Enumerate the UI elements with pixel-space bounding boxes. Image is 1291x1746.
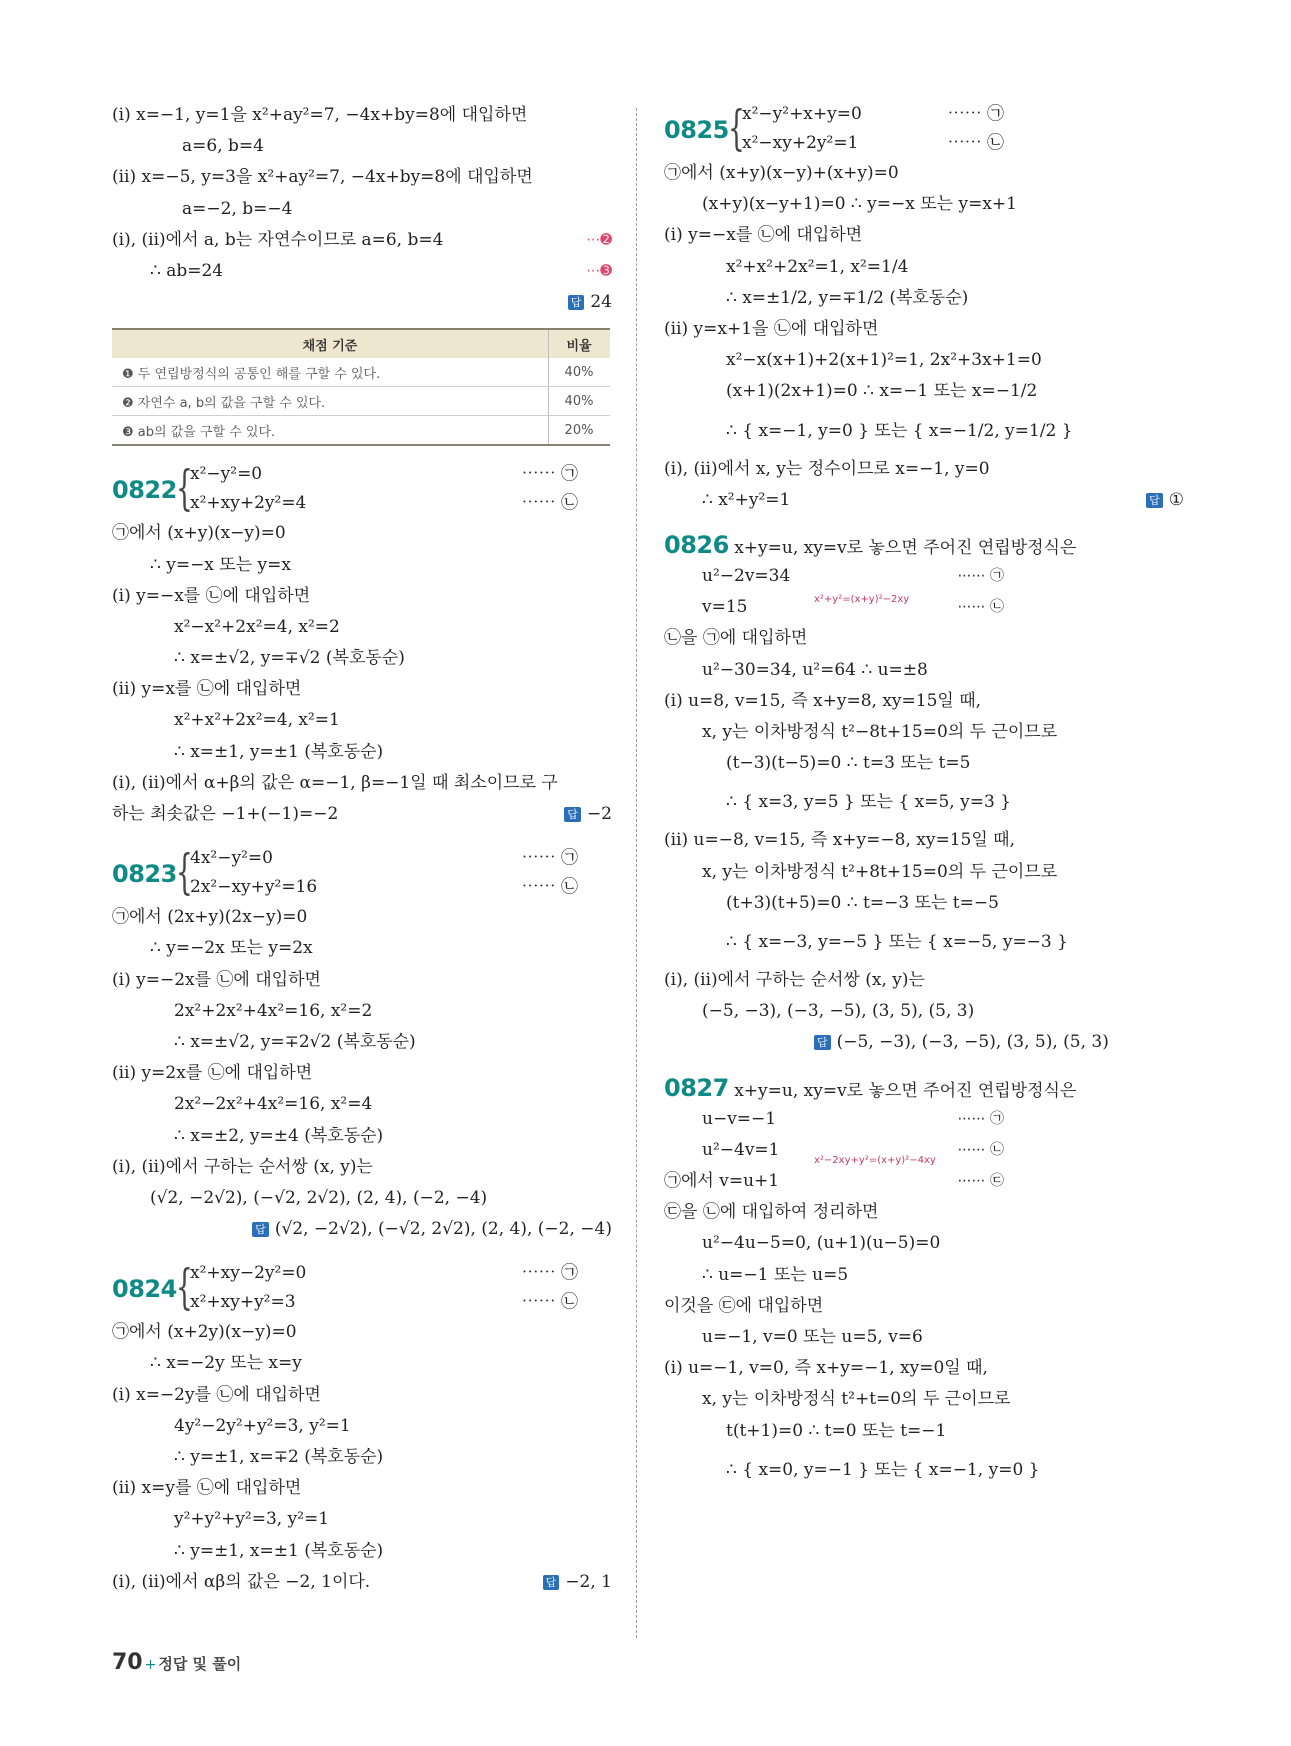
solution-line: 2x²−2x²+4x²=16, x²=4: [174, 1094, 373, 1115]
table-cell: 20%: [549, 416, 611, 446]
left-column: [112, 100, 612, 1598]
equation: 4x²−y²=0: [190, 848, 273, 869]
equation-tag: ⋯⋯ ㉡: [521, 493, 578, 514]
equation: x²+xy+2y²=4: [190, 493, 307, 514]
solution-line: ㉠에서 (x+y)(x−y)+(x+y)=0: [664, 163, 899, 183]
table-cell: ❷ 자연수 a, b의 값을 구할 수 있다.: [112, 387, 549, 416]
solution-line: ∴ x²+y²=1 답 ①: [702, 489, 1184, 510]
equation-tag: ⋯⋯ ㉠: [521, 1263, 578, 1284]
section-title: 정답 및 풀이: [158, 1655, 242, 1673]
solution-line: ∴ { x=−1, y=0 } 또는 { x=−1/2, y=1/2 }: [726, 420, 1073, 441]
solution-line: ∴ y=±1, x=∓2 (복호동순): [174, 1447, 384, 1467]
solution-line: (ⅱ) x=−5, y=3을 x²+ay²=7, −4x+by=8에 대입하면: [112, 167, 533, 188]
answer-icon: 답: [564, 807, 581, 822]
solution-line: ㉠에서 (x+y)(x−y)=0: [112, 523, 286, 544]
step-marker: ⋯➋: [586, 231, 612, 248]
problem-number: 0826: [664, 530, 729, 559]
solution-line: x, y는 이차방정식 t²−8t+15=0의 두 근이므로: [702, 722, 1058, 742]
step-marker: ⋯➌: [586, 262, 612, 279]
right-column: [664, 100, 1184, 1493]
solution-line: (ⅰ) x=−2y를 ㉡에 대입하면: [112, 1384, 321, 1405]
solution-line: x²−x(x+1)+2(x+1)²=1, 2x²+3x+1=0: [726, 350, 1042, 371]
problem-header-0823: [112, 844, 612, 902]
equation-tag: ⋯⋯ ㉡: [521, 1292, 578, 1313]
solution-line: (x+1)(2x+1)=0 ∴ x=−1 또는 x=−1/2: [726, 381, 1038, 402]
problem-header-0827: [664, 1073, 1184, 1104]
answer-icon: 답: [1146, 493, 1163, 508]
solution-line: (ⅰ), (ⅱ)에서 구하는 순서쌍 (x, y)는: [664, 969, 925, 990]
table-header: 채점 기준: [112, 329, 549, 358]
system-line: u²−4v=1 x²−2xy+y²=(x+y)²−4xy ⋯⋯ ㉡: [664, 1135, 1184, 1166]
solution-line: (ⅱ) y=x를 ㉡에 대입하면: [112, 679, 302, 700]
solution-line: a=−2, b=−4: [182, 198, 293, 219]
solution-line: 하는 최솟값은 −1+(−1)=−2 답 −2: [112, 804, 612, 824]
equation-tag: ⋯⋯ ㉠: [521, 464, 578, 485]
problem-header-0825: [664, 100, 1184, 158]
solution-line: 4y²−2y²+y²=3, y²=1: [174, 1415, 351, 1436]
system-line: u²−2v=34 ⋯⋯ ㉠: [702, 566, 1004, 587]
solution-line: x, y는 이차방정식 t²+8t+15=0의 두 근이므로: [702, 861, 1058, 882]
page-number: 70: [112, 1650, 143, 1675]
table-cell: 40%: [549, 358, 611, 387]
plus-icon: +: [144, 1657, 157, 1673]
system-line: v=15 x²+y²=(x+y)²−2xy ⋯⋯ ㉡: [664, 592, 1184, 623]
problem-header-0826: [664, 530, 1184, 561]
answer-icon: 답: [543, 1575, 560, 1590]
solution-line: ∴ { x=0, y=−1 } 또는 { x=−1, y=0 }: [726, 1459, 1040, 1480]
solution-line: ㉠에서 v=u+1 ⋯⋯ ㉢: [664, 1171, 1004, 1192]
equation: x²−y²+x+y=0: [742, 104, 862, 124]
equation-tag: ⋯⋯ ㉡: [521, 877, 578, 898]
solution-line: ㉡을 ㉠에 대입하면: [664, 628, 808, 649]
solution-line: x²−x²+2x²=4, x²=2: [174, 616, 340, 637]
solution-line: (x+y)(x−y+1)=0 ∴ y=−x 또는 y=x+1: [702, 194, 1017, 215]
solution-line: t(t+1)=0 ∴ t=0 또는 t=−1: [726, 1420, 947, 1441]
problem-number: 0824: [112, 1275, 177, 1304]
solution-line: ∴ y=−2x 또는 y=2x: [150, 938, 313, 959]
equation: x²+xy+y²=3: [190, 1292, 296, 1313]
problem-number: 0827: [664, 1073, 729, 1102]
equation: x²−y²=0: [190, 464, 263, 485]
answer-value: −2: [586, 804, 612, 824]
answer-icon: 답: [252, 1222, 269, 1237]
solution-line: x, y는 이차방정식 t²+t=0의 두 근이므로: [702, 1389, 1011, 1410]
solution-line: (ⅱ) y=2x를 ㉡에 대입하면: [112, 1063, 313, 1084]
solution-line: (ⅰ), (ⅱ)에서 α+β의 값은 α=−1, β=−1일 때 최소이므로 구: [112, 772, 558, 793]
solution-line: y²+y²+y²=3, y²=1: [174, 1509, 330, 1530]
solution-line: ∴ x=±1, y=±1 (복호동순): [174, 741, 384, 762]
margin-note: x²+y²=(x+y)²−2xy: [814, 594, 910, 606]
solution-line: ∴ x=±1/2, y=∓1/2 (복호동순): [726, 287, 969, 308]
table-cell: 40%: [549, 387, 611, 416]
solution-line: ㉠에서 (x+2y)(x−y)=0: [112, 1322, 297, 1343]
table-cell: ❶ 두 연립방정식의 공통인 해를 구할 수 있다.: [112, 358, 549, 387]
brace-icon: {: [176, 1259, 193, 1316]
solution-line: (ⅰ), (ⅱ)에서 구하는 순서쌍 (x, y)는: [112, 1156, 373, 1177]
solution-line: (ⅱ) x=y를 ㉡에 대입하면: [112, 1478, 302, 1499]
solution-line: ∴ { x=−3, y=−5 } 또는 { x=−5, y=−3 }: [726, 931, 1068, 952]
brace-icon: {: [176, 844, 193, 901]
answer-line: 답 24: [112, 287, 612, 318]
solution-line: a=6, b=4: [182, 136, 264, 157]
solution-line: ㉠에서 (2x+y)(2x−y)=0: [112, 907, 308, 928]
equation-tag: ⋯⋯ ㉡: [947, 133, 1004, 153]
table-cell: ❸ ab의 값을 구할 수 있다.: [112, 416, 549, 446]
equation: x²−xy+2y²=1: [742, 133, 859, 153]
equation-tag: ⋯⋯ ㉠: [947, 104, 1004, 124]
solution-line: ㉢을 ㉡에 대입하여 정리하면: [664, 1202, 879, 1223]
brace-icon: {: [728, 100, 745, 156]
problem-number: 0822: [112, 476, 177, 505]
solution-line: u²−30=34, u²=64 ∴ u=±8: [702, 659, 928, 680]
table-header: 비율: [549, 329, 611, 358]
solution-line: x²+x²+2x²=1, x²=1/4: [726, 256, 909, 277]
solution-line: (t−3)(t−5)=0 ∴ t=3 또는 t=5: [726, 753, 971, 774]
solution-line: ∴ x=±2, y=±4 (복호동순): [174, 1125, 384, 1146]
scoring-table: [112, 328, 610, 446]
solution-line: ∴ u=−1 또는 u=5: [702, 1264, 849, 1285]
margin-note: x²−2xy+y²=(x+y)²−4xy: [814, 1154, 936, 1166]
problem-number: 0823: [112, 860, 177, 889]
answer-icon: 답: [814, 1035, 831, 1050]
solution-line: (ⅰ) y=−2x를 ㉡에 대입하면: [112, 969, 321, 990]
solution-line: (ⅰ), (ⅱ)에서 a, b는 자연수이므로 a=6, b=4 ⋯➋: [112, 225, 612, 256]
solution-line: ∴ ab=24 ⋯➌: [112, 256, 612, 287]
solution-line: u²−4u−5=0, (u+1)(u−5)=0: [702, 1233, 941, 1254]
answer-line: 답 (√2, −2√2), (−√2, 2√2), (2, 4), (−2, −4): [112, 1214, 612, 1245]
solution-line: (ⅰ) x=−1, y=1을 x²+ay²=7, −4x+by=8에 대입하면: [112, 105, 528, 125]
solution-line: (√2, −2√2), (−√2, 2√2), (2, 4), (−2, −4): [150, 1187, 488, 1208]
brace-icon: {: [176, 460, 193, 517]
problem-header-0824: [112, 1259, 612, 1317]
problem-header-0822: [112, 460, 612, 518]
solution-line: u=−1, v=0 또는 u=5, v=6: [702, 1327, 923, 1347]
system-line: u−v=−1 ⋯⋯ ㉠: [702, 1108, 1004, 1129]
solution-line: (ⅰ) u=−1, v=0, 즉 x+y=−1, xy=0일 때,: [664, 1358, 988, 1379]
solution-line: (ⅱ) y=x+1을 ㉡에 대입하면: [664, 318, 879, 339]
equation: x²+xy−2y²=0: [190, 1263, 307, 1284]
solution-line: ∴ { x=3, y=5 } 또는 { x=5, y=3 }: [726, 792, 1011, 813]
equation: 2x²−xy+y²=16: [190, 877, 318, 898]
solution-line: x²+x²+2x²=4, x²=1: [174, 710, 340, 731]
answer-icon: 답: [568, 295, 585, 310]
solution-line: (ⅰ) y=−x를 ㉡에 대입하면: [664, 225, 863, 246]
answer-value: ①: [1168, 489, 1184, 510]
solution-line: (ⅰ) y=−x를 ㉡에 대입하면: [112, 585, 311, 606]
solution-line: 이것을 ㉢에 대입하면: [664, 1295, 824, 1316]
page-footer: [112, 1650, 241, 1675]
solution-line: ∴ x=±√2, y=∓√2 (복호동순): [174, 648, 405, 669]
answer-line: 답 (−5, −3), (−3, −5), (3, 5), (5, 3): [664, 1027, 1184, 1058]
equation-tag: ⋯⋯ ㉠: [521, 848, 578, 869]
solution-line: (ⅰ), (ⅱ)에서 x, y는 정수이므로 x=−1, y=0: [664, 458, 990, 479]
solution-line: ∴ x=−2y 또는 x=y: [150, 1353, 302, 1374]
solution-line: ∴ y=−x 또는 y=x: [150, 554, 291, 575]
problem-number: 0825: [664, 116, 729, 144]
problem-intro: x+y=u, xy=v로 놓으면 주어진 연립방정식은: [734, 1080, 1077, 1101]
solution-line: ∴ x=±√2, y=∓2√2 (복호동순): [174, 1031, 416, 1052]
answer-value: −2, 1: [565, 1571, 612, 1592]
solution-line: ∴ y=±1, x=±1 (복호동순): [174, 1540, 384, 1561]
column-divider: [636, 108, 637, 1638]
solution-line: (−5, −3), (−3, −5), (3, 5), (5, 3): [702, 1001, 975, 1022]
solution-line: (ⅱ) u=−8, v=15, 즉 x+y=−8, xy=15일 때,: [664, 830, 1015, 851]
problem-intro: x+y=u, xy=v로 놓으면 주어진 연립방정식은: [734, 537, 1077, 558]
solution-line: (t+3)(t+5)=0 ∴ t=−3 또는 t=−5: [726, 892, 999, 913]
solution-line: 2x²+2x²+4x²=16, x²=2: [174, 1000, 373, 1021]
solution-line: (ⅰ), (ⅱ)에서 αβ의 값은 −2, 1이다. 답 −2, 1: [112, 1571, 612, 1592]
solution-line: (ⅰ) u=8, v=15, 즉 x+y=8, xy=15일 때,: [664, 690, 982, 711]
